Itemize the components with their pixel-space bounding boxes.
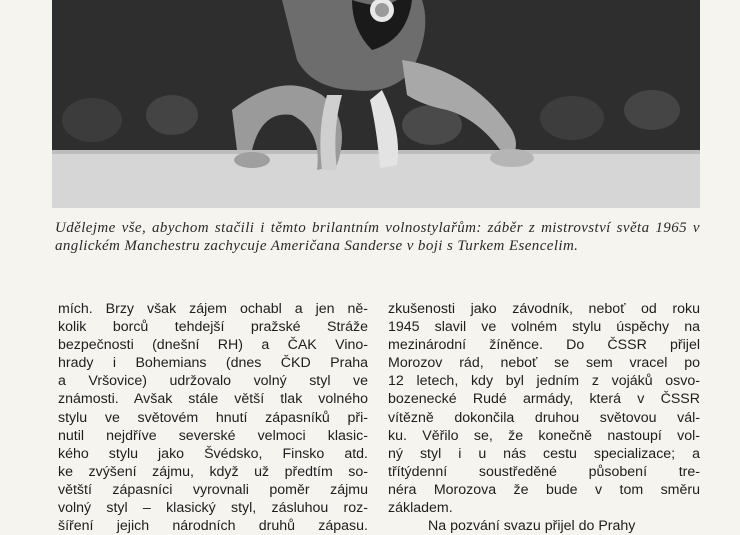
text-line: ný styl i u nás cestu specializace; a — [388, 445, 700, 462]
text-line: hrady i Bohemians (dnes ČKD Praha — [58, 355, 368, 372]
text-line: kolik borců tehdejší pražské Stráže — [58, 319, 368, 336]
text-line: zkušenosti jako závodník, neboť od roku — [388, 301, 700, 317]
text-line: bozenecké Rudé armády, která v ČSSR — [388, 391, 700, 408]
text-line: stylu ve světovém hnutí zápasníků při- — [58, 409, 368, 426]
text-line: mezinárodní žíněnce. Do ČSSR přijel — [388, 337, 700, 354]
text-line: třítýdenní soustředěné působení tre- — [388, 463, 700, 480]
text-line: Na pozvání svazu přijel do Prahy — [428, 518, 636, 535]
article-column-left — [58, 300, 368, 535]
text-line: základem. — [388, 500, 453, 517]
text-line: 1945 slavil ve volném stylu úspěchy na — [388, 319, 700, 336]
text-line: známosti. Avšak stále větší tlak volného — [58, 391, 368, 408]
text-line: volný styl – klasický styl, zásluhou roz- — [58, 500, 368, 517]
text-line: a Vršovice) udržovalo volný styl ve — [58, 373, 368, 390]
wrestling-photo — [52, 0, 700, 208]
photo-caption: Udělejme vše, abychom stačili i těmto brilantním volnostylařům: záběr z mistrovství světa 1965 v anglickém Manchestru zachycuje Američana Sanderse v boji s Turkem Esencelim. — [55, 220, 700, 254]
text-line: ku. Věřilo se, že konečně nastoupí vol- — [388, 427, 700, 444]
text-line: vítězně dokončila druhou světovou vál- — [388, 409, 700, 426]
text-line: nutil nejdříve severské velmoci klasic- — [58, 427, 368, 444]
text-line: bezpečnosti (dnešní RH) a ČAK Vino- — [58, 337, 368, 354]
text-line: 12 letech, kdy byl jedním z vojáků osvo- — [388, 373, 700, 390]
text-line: šíření jejich národních druhů zápasu. — [58, 518, 368, 535]
text-line: néra Morozova že bude v tom směru — [388, 481, 700, 498]
text-line: mích. Brzy však zájem ochabl a jen ně- — [58, 301, 368, 317]
text-line: Morozov rád, neboť se sem vracel po — [388, 355, 700, 372]
text-line: ke zvýšení zájmu, když už předtím so- — [58, 463, 368, 480]
text-line: kého stylu jako Švédsko, Finsko atd. — [58, 445, 368, 462]
article-column-right — [388, 300, 700, 535]
text-line: větští zápasníci vyrovnali poměr zájmu — [58, 481, 368, 498]
